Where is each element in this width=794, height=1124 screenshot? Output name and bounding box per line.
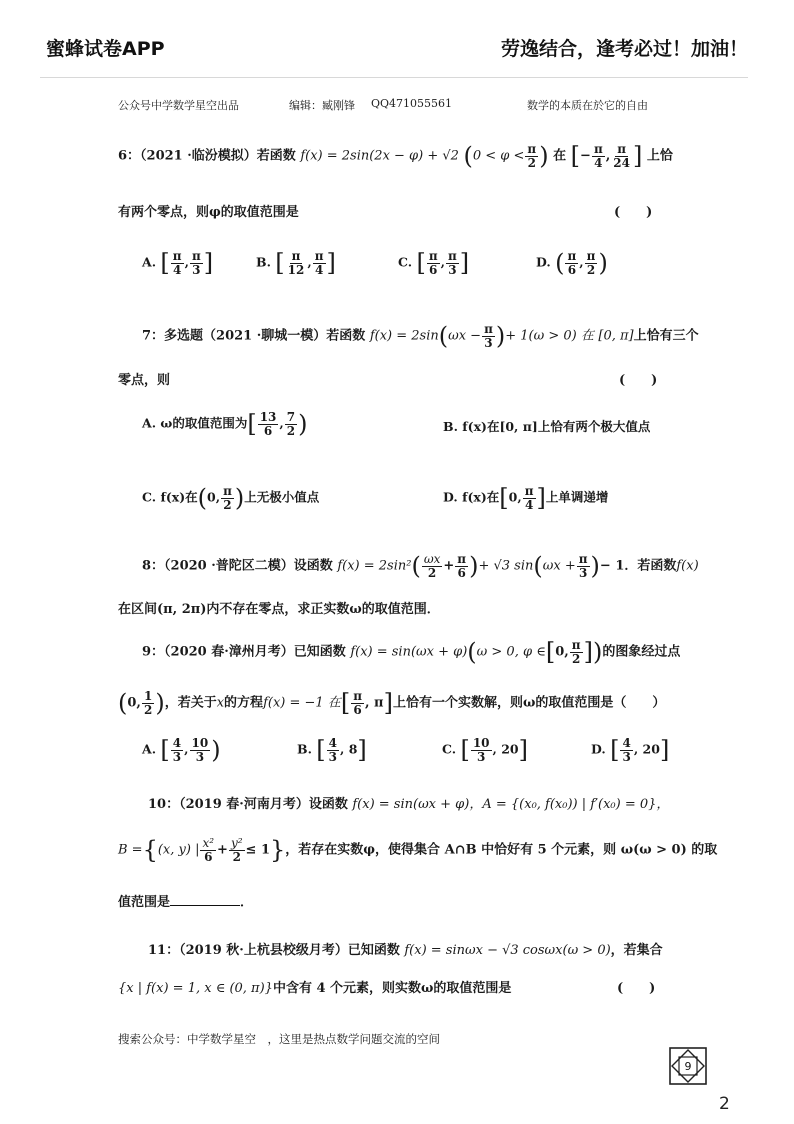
- page-number: 2: [719, 1094, 730, 1114]
- motto-label: 数学的本质在於它的自由: [527, 99, 648, 112]
- q9-option-a[interactable]: A. [ $\frac{4}{3}$ , $\frac{10}{3}$ ): [142, 736, 221, 765]
- q6-paren-open: (: [463, 142, 473, 171]
- q8-function-a: f(x) = 2sin²: [337, 558, 412, 574]
- q8-frac-wx-2: $\frac{\omega x}{2}$: [423, 552, 441, 580]
- q7-answer-paren: ( ): [619, 373, 658, 388]
- q11-set: {x | f(x) = 1, x ∈ (0, π)}: [118, 981, 273, 996]
- q10-function: f(x) = sin(ωx + φ): [352, 797, 470, 812]
- q11-suffix: ，若集合: [610, 943, 663, 958]
- q6-paren-close: ): [539, 142, 549, 171]
- qq-label: QQ471055561: [371, 97, 453, 110]
- q9-option-c[interactable]: C. [ $\frac{10}{3}$ , 20]: [442, 736, 529, 765]
- q7-option-d[interactable]: D. f(x)在[0, $\frac{\pi}{4}$ ]上单调递增: [443, 484, 609, 513]
- q8-wx-plus: ωx +: [542, 558, 576, 574]
- slogan: 劳逸结合，逢考必过！加油！: [500, 38, 748, 60]
- q11-stem: 中含有 4 个元素，则实数ω的取值范围是: [272, 981, 512, 996]
- question-9-line-1: 9：（2020 春·漳州月考）已知函数 f(x) = sin(ωx + φ)(ω > 0, φ ∈[0, $\frac{\pi}{2}$ ])的图象经过点: [142, 638, 681, 667]
- q9-prefix: 9：（2020 春·漳州月考）已知函数: [142, 644, 346, 660]
- question-11-line-2: [118, 977, 511, 996]
- q7-prefix: 7：多选题（2021 ·聊城一模）若函数: [142, 328, 366, 344]
- q6-suffix: 上恰: [646, 148, 673, 164]
- question-10-line-1: [148, 793, 669, 812]
- q6-option-d[interactable]: D. ( $\frac{\pi}{6}$ , $\frac{\pi}{2}$ ): [536, 249, 608, 278]
- q6-frac-pi-24: $\frac{\pi}{24}$: [613, 142, 630, 170]
- q8-function-c: − 1．若函数: [599, 558, 677, 574]
- header-divider: [40, 77, 748, 78]
- question-6-line-1: 6：（2021 ·临汾模拟）若函数 f(x) = 2sin(2x − φ) + √2 (0 < φ < $\frac{\pi}{2}$ ) 在 [− $\frac{\pi}{4}$ , $\frac{\pi}{24}$ ] 上恰: [118, 142, 673, 171]
- q6-function: f(x) = 2sin(2x − φ) + √2: [300, 148, 459, 164]
- source-label: 公众号中学数学星空出品: [118, 99, 239, 112]
- q7-option-a[interactable]: A. ω的取值范围为[ $\frac{13}{6}$ , $\frac{7}{2}$ ): [142, 410, 308, 439]
- q7-interval: [0, π]: [598, 328, 634, 344]
- q11-answer-paren: ( ): [617, 981, 656, 996]
- publisher-logo-digit: 9: [684, 1060, 692, 1073]
- q10-rest: ，若存在实数φ，使得集合 A∩B 中恰好有 5 个元素，则 ω(ω > 0) 的取: [285, 842, 718, 858]
- q8-function-b: + √3 sin: [478, 558, 534, 574]
- question-7-line-1: 7：多选题（2021 ·聊城一模）若函数 f(x) = 2sin(ωx − $\frac{\pi}{3}$ )+ 1(ω > 0) 在 [0, π]上恰有三个: [142, 322, 699, 351]
- q7-frac-pi-3: $\frac{\pi}{3}$: [484, 322, 493, 350]
- question-8-line-1: 8：（2020 ·普陀区二模）设函数 f(x) = 2sin²( $\frac{\omega x}{2}$ + $\frac{\pi}{6}$ )+ √3 sin(ωx + $\frac{\pi}{3}$ )− 1．若函数f(x): [142, 552, 699, 581]
- q9-option-d[interactable]: D. [ $\frac{4}{3}$ , 20]: [591, 736, 670, 765]
- q10-set-a: ，A = {(x₀, f(x₀)) | f′(x₀) = 0}，: [469, 797, 670, 812]
- question-6-line-2: 有两个零点，则φ的取值范围是: [118, 205, 299, 220]
- q8-frac-pi-3: $\frac{\pi}{3}$: [578, 552, 588, 580]
- q7-suffix: 上恰有三个: [633, 328, 699, 344]
- q7-option-c[interactable]: C. f(x)在(0, $\frac{\pi}{2}$ )上无极小值点: [142, 484, 320, 513]
- q9-suffix: 的图象经过点: [602, 644, 681, 660]
- question-11-line-1: [148, 939, 663, 958]
- q6-option-c[interactable]: C. [ $\frac{\pi}{6}$ , $\frac{\pi}{3}$ ]: [398, 249, 470, 278]
- q9-function: f(x) = sin(ωx + φ): [350, 644, 468, 660]
- question-7-line-2: 零点，则: [118, 373, 171, 388]
- q6-condition: 0 < φ <: [472, 148, 525, 164]
- brand-title: 蜜蜂试卷APP: [46, 38, 165, 60]
- q6-minus: −: [580, 148, 591, 164]
- q7-option-b[interactable]: B. f(x)在[0, π]上恰有两个极大值点: [443, 419, 651, 434]
- question-10-line-2: B ={(x, y) | $\frac{\text{x²}}{6}$ + $\frac{\text{y²}}{2}$ ≤ 1}，若存在实数φ，使得集合 A∩B 中恰好有 5 个元素，则 ω(ω > 0) 的取: [118, 836, 718, 865]
- q7-function-a: f(x) = 2sin: [369, 328, 439, 344]
- q10-prefix: 10：（2019 春·河南月考）设函数: [148, 797, 348, 812]
- publisher-logo-icon: [668, 1046, 708, 1086]
- q11-prefix: 11：（2019 秋·上杭县校级月考）已知函数: [148, 943, 400, 958]
- q6-option-a[interactable]: A. [ $\frac{\pi}{4}$ , $\frac{\pi}{3}$ ]: [142, 249, 214, 278]
- q8-fx: f(x): [676, 558, 699, 574]
- q6-answer-paren: ( ): [614, 205, 653, 220]
- q11-function: f(x) = sinωx − √3 cosωx(ω > 0): [404, 943, 611, 958]
- q6-frac-pi-2: $\frac{\pi}{2}$: [527, 142, 537, 170]
- q9-point-x: 0,: [127, 695, 141, 711]
- q9-point-y: $\frac{1}{2}$: [143, 689, 153, 717]
- question-8-line-2: 在区间(π, 2π)内不存在零点，求正实数ω的取值范围．: [118, 602, 440, 617]
- footer-note: 搜索公众号：中学数学星空 ，这里是热点数学问题交流的空间: [118, 1032, 440, 1046]
- question-10-line-3: 值范围是 ．: [118, 895, 254, 910]
- q6-option-b[interactable]: B. [ $\frac{\pi}{12}$ , $\frac{\pi}{4}$ ]: [256, 249, 336, 278]
- q6-frac-pi-4: $\frac{\pi}{4}$: [593, 142, 603, 170]
- editor-label: 编辑：臧刚锋: [289, 99, 355, 112]
- q9-condition: ω > 0, φ ∈: [476, 644, 546, 660]
- q8-frac-pi-6: $\frac{\pi}{6}$: [457, 552, 467, 580]
- q7-function-c: + 1(ω > 0) 在: [505, 328, 594, 344]
- q6-mid: 在: [553, 148, 567, 164]
- q10-answer-blank[interactable]: [170, 893, 240, 906]
- q7-function-b: ωx −: [448, 328, 482, 344]
- q6-prefix: 6：（2021 ·临汾模拟）若函数: [118, 148, 296, 164]
- q8-prefix: 8：（2020 ·普陀区二模）设函数: [142, 558, 333, 574]
- question-9-line-2: (0, $\frac{1}{2}$ )，若关于x的方程f(x) = −1 在[ $\frac{\pi}{6}$ , π]上恰有一个实数解，则ω的取值范围是（ ）: [118, 689, 666, 718]
- q9-option-b[interactable]: B. [ $\frac{4}{3}$ , 8]: [297, 736, 367, 765]
